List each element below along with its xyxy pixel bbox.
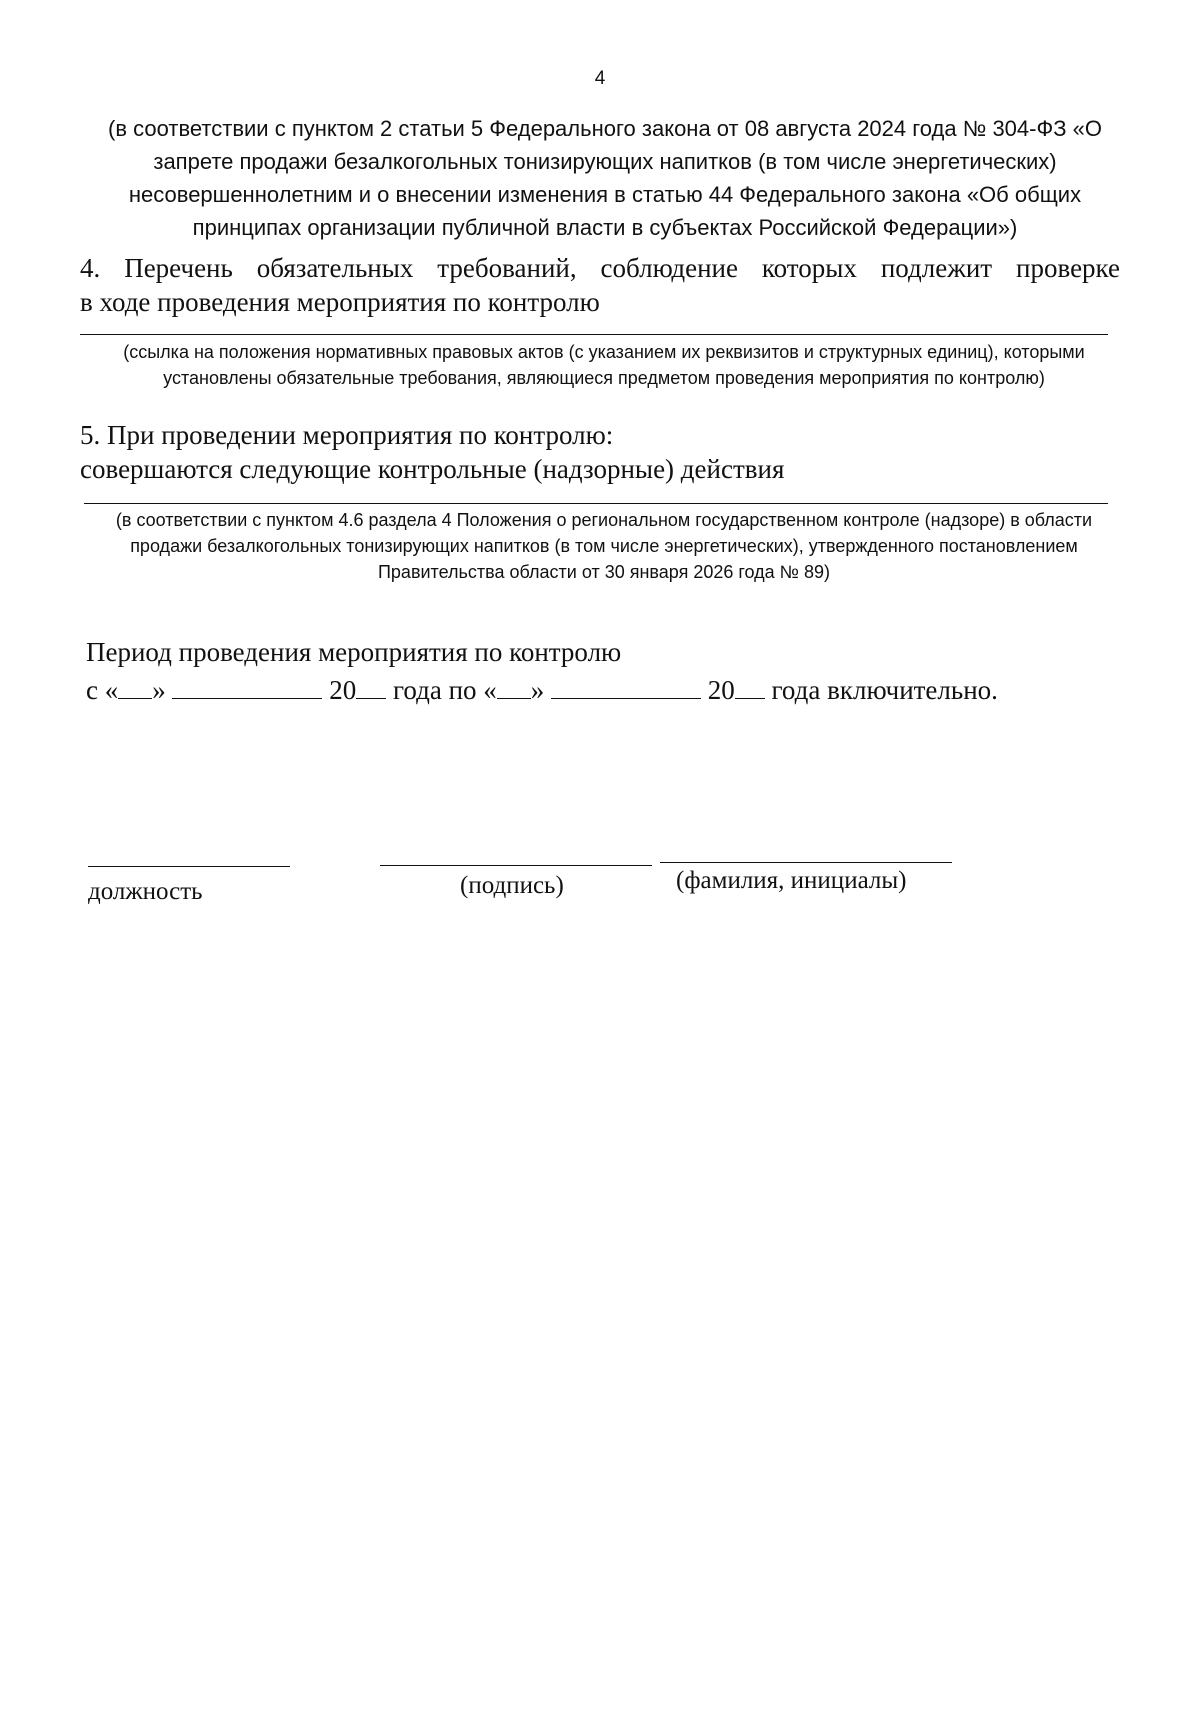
section4-note-line1: (ссылка на положения нормативных правовых актов (с указанием их реквизитов и структурных единиц), которыми <box>123 342 1085 362</box>
signature-line <box>380 865 652 866</box>
end-text: года включительно. <box>771 675 998 705</box>
from-year-blank <box>356 676 386 699</box>
law-reference-note: (в соответствии с пунктом 2 статьи 5 Федерального закона от 08 августа 2024 года № 304-ФЗ «О запрете продажи безалкогольных тонизирующих напитков (в том числе энергетических) несовершеннолетним и о внесении изменения в статью 44 Федерального закона «Об общих принципах организации публичной власти в субъектах Российской Федерации») <box>108 116 1102 240</box>
period-title: Период проведения мероприятия по контролю <box>86 637 622 667</box>
name-label: (фамилия, инициалы) <box>676 867 907 894</box>
from-prefix: с « <box>86 675 119 705</box>
from-year-prefix: 20 <box>329 675 357 705</box>
name-line <box>660 862 952 863</box>
section5-note-line2: продажи безалкогольных тонизирующих напитков (в том числе энергетических), утвержденного постановлением <box>130 536 1078 556</box>
section4-fill-line <box>80 334 1108 335</box>
signature-label: (подпись) <box>460 872 564 899</box>
to-year-prefix: 20 <box>707 675 735 705</box>
to-year-blank <box>735 676 765 699</box>
section4-heading-line2: в ходе проведения мероприятия по контролю <box>80 287 600 317</box>
page-number: 4 <box>594 68 606 89</box>
section5-heading-line2: совершаются следующие контрольные (надзорные) действия <box>80 454 785 484</box>
to-text: года по « <box>392 675 497 705</box>
section5-fill-line <box>84 503 1108 504</box>
period-dates-line <box>86 672 998 708</box>
position-label: должность <box>88 878 203 905</box>
from-month-blank <box>172 676 322 699</box>
section5-heading-line1: 5. При проведении мероприятия по контролю: <box>80 420 614 450</box>
to-month-blank <box>551 676 701 699</box>
section5-note-line1: (в соответствии с пунктом 4.6 раздела 4 Положения о региональном государственном контроле (надзоре) в области <box>115 510 1093 530</box>
position-line <box>88 866 290 867</box>
to-day-blank <box>497 676 531 699</box>
section4-heading-line1: 4. Перечень обязательных требований, соблюдение которых подлежит проверке <box>80 253 1120 283</box>
from-quote-close: » <box>152 675 166 705</box>
to-quote-close: » <box>530 675 545 705</box>
from-day-blank <box>118 676 152 699</box>
section5-note-line3: Правительства области от 30 января 2026 года № 89) <box>377 562 831 582</box>
section4-note-line2: установлены обязательные требования, являющиеся предметом проведения мероприятия по контролю) <box>163 368 1045 388</box>
